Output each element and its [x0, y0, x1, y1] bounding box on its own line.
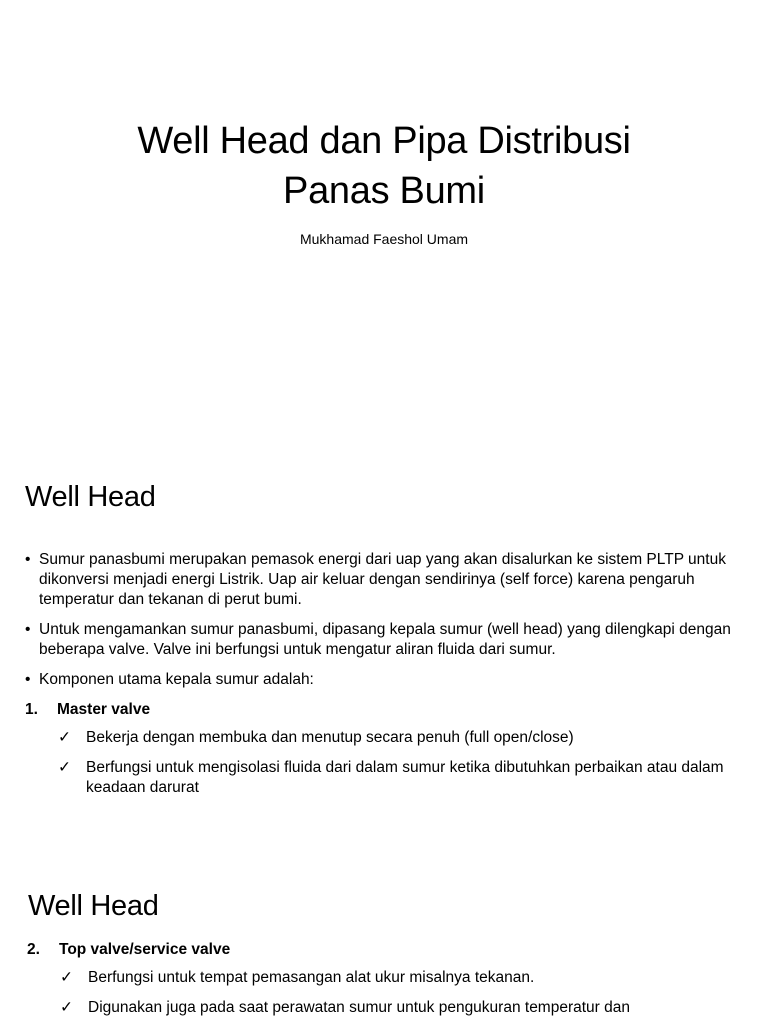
item-label: Top valve/service valve [59, 941, 231, 958]
item-number: 1. [25, 701, 38, 718]
check-item [25, 758, 747, 798]
title-line-2: Panas Bumi [283, 170, 485, 212]
check-text: Berfungsi untuk mengisolasi fluida dari dalam sumur ketika dibutuhkan perbaikan atau dalam keadaan darurat [86, 759, 724, 796]
title-line-1: Well Head dan Pipa Distribusi [137, 120, 631, 162]
check-item [25, 728, 747, 748]
item-number: 2. [27, 941, 40, 958]
bullet-dot: • [25, 551, 31, 568]
bullet-text: Untuk mengamankan sumur panasbumi, dipasang kepala sumur (well head) yang dilengkapi dengan beberapa valve. Valve ini berfungsi untuk mengatur aliran fluida dari sumur. [39, 621, 731, 658]
check-text: Digunakan juga pada saat perawatan sumur untuk pengukuran temperatur dan [88, 999, 631, 1016]
presentation-title [0, 116, 768, 216]
bullet-item [25, 620, 747, 660]
check-text: Berfungsi untuk tempat pemasangan alat ukur misalnya tekanan. [88, 969, 535, 986]
checkmark-icon: ✓ [60, 969, 73, 986]
slide-title: Well Head [25, 481, 156, 513]
bullet-dot: • [25, 671, 31, 688]
bullet-item [25, 550, 747, 610]
well-head-slide-1 [0, 440, 768, 852]
bullet-item [25, 670, 747, 690]
slide-content [27, 940, 749, 1028]
title-slide [0, 0, 768, 440]
check-list [27, 968, 749, 1018]
well-head-slide-2 [0, 852, 768, 1024]
check-item [27, 998, 749, 1018]
slide-content [25, 550, 747, 808]
numbered-item [25, 700, 747, 720]
bullet-text: Sumur panasbumi merupakan pemasok energi dari uap yang akan disalurkan ke sistem PLTP untuk dikonversi menjadi energi Listrik. Uap air keluar dengan sendirinya (self force) karena pengaruh temperatur dan tekanan di perut bumi. [39, 551, 726, 608]
item-label: Master valve [57, 701, 151, 718]
check-list [25, 728, 747, 798]
checkmark-icon: ✓ [58, 729, 71, 746]
author-name: Mukhamad Faeshol Umam [299, 231, 469, 247]
slide-title: Well Head [28, 890, 159, 922]
checkmark-icon: ✓ [58, 759, 71, 776]
bullet-dot: • [25, 621, 31, 638]
check-text: Bekerja dengan membuka dan menutup secara penuh (full open/close) [86, 729, 574, 746]
checkmark-icon: ✓ [60, 999, 73, 1016]
bullet-text: Komponen utama kepala sumur adalah: [39, 671, 314, 688]
check-item [27, 968, 749, 988]
numbered-item [27, 940, 749, 960]
